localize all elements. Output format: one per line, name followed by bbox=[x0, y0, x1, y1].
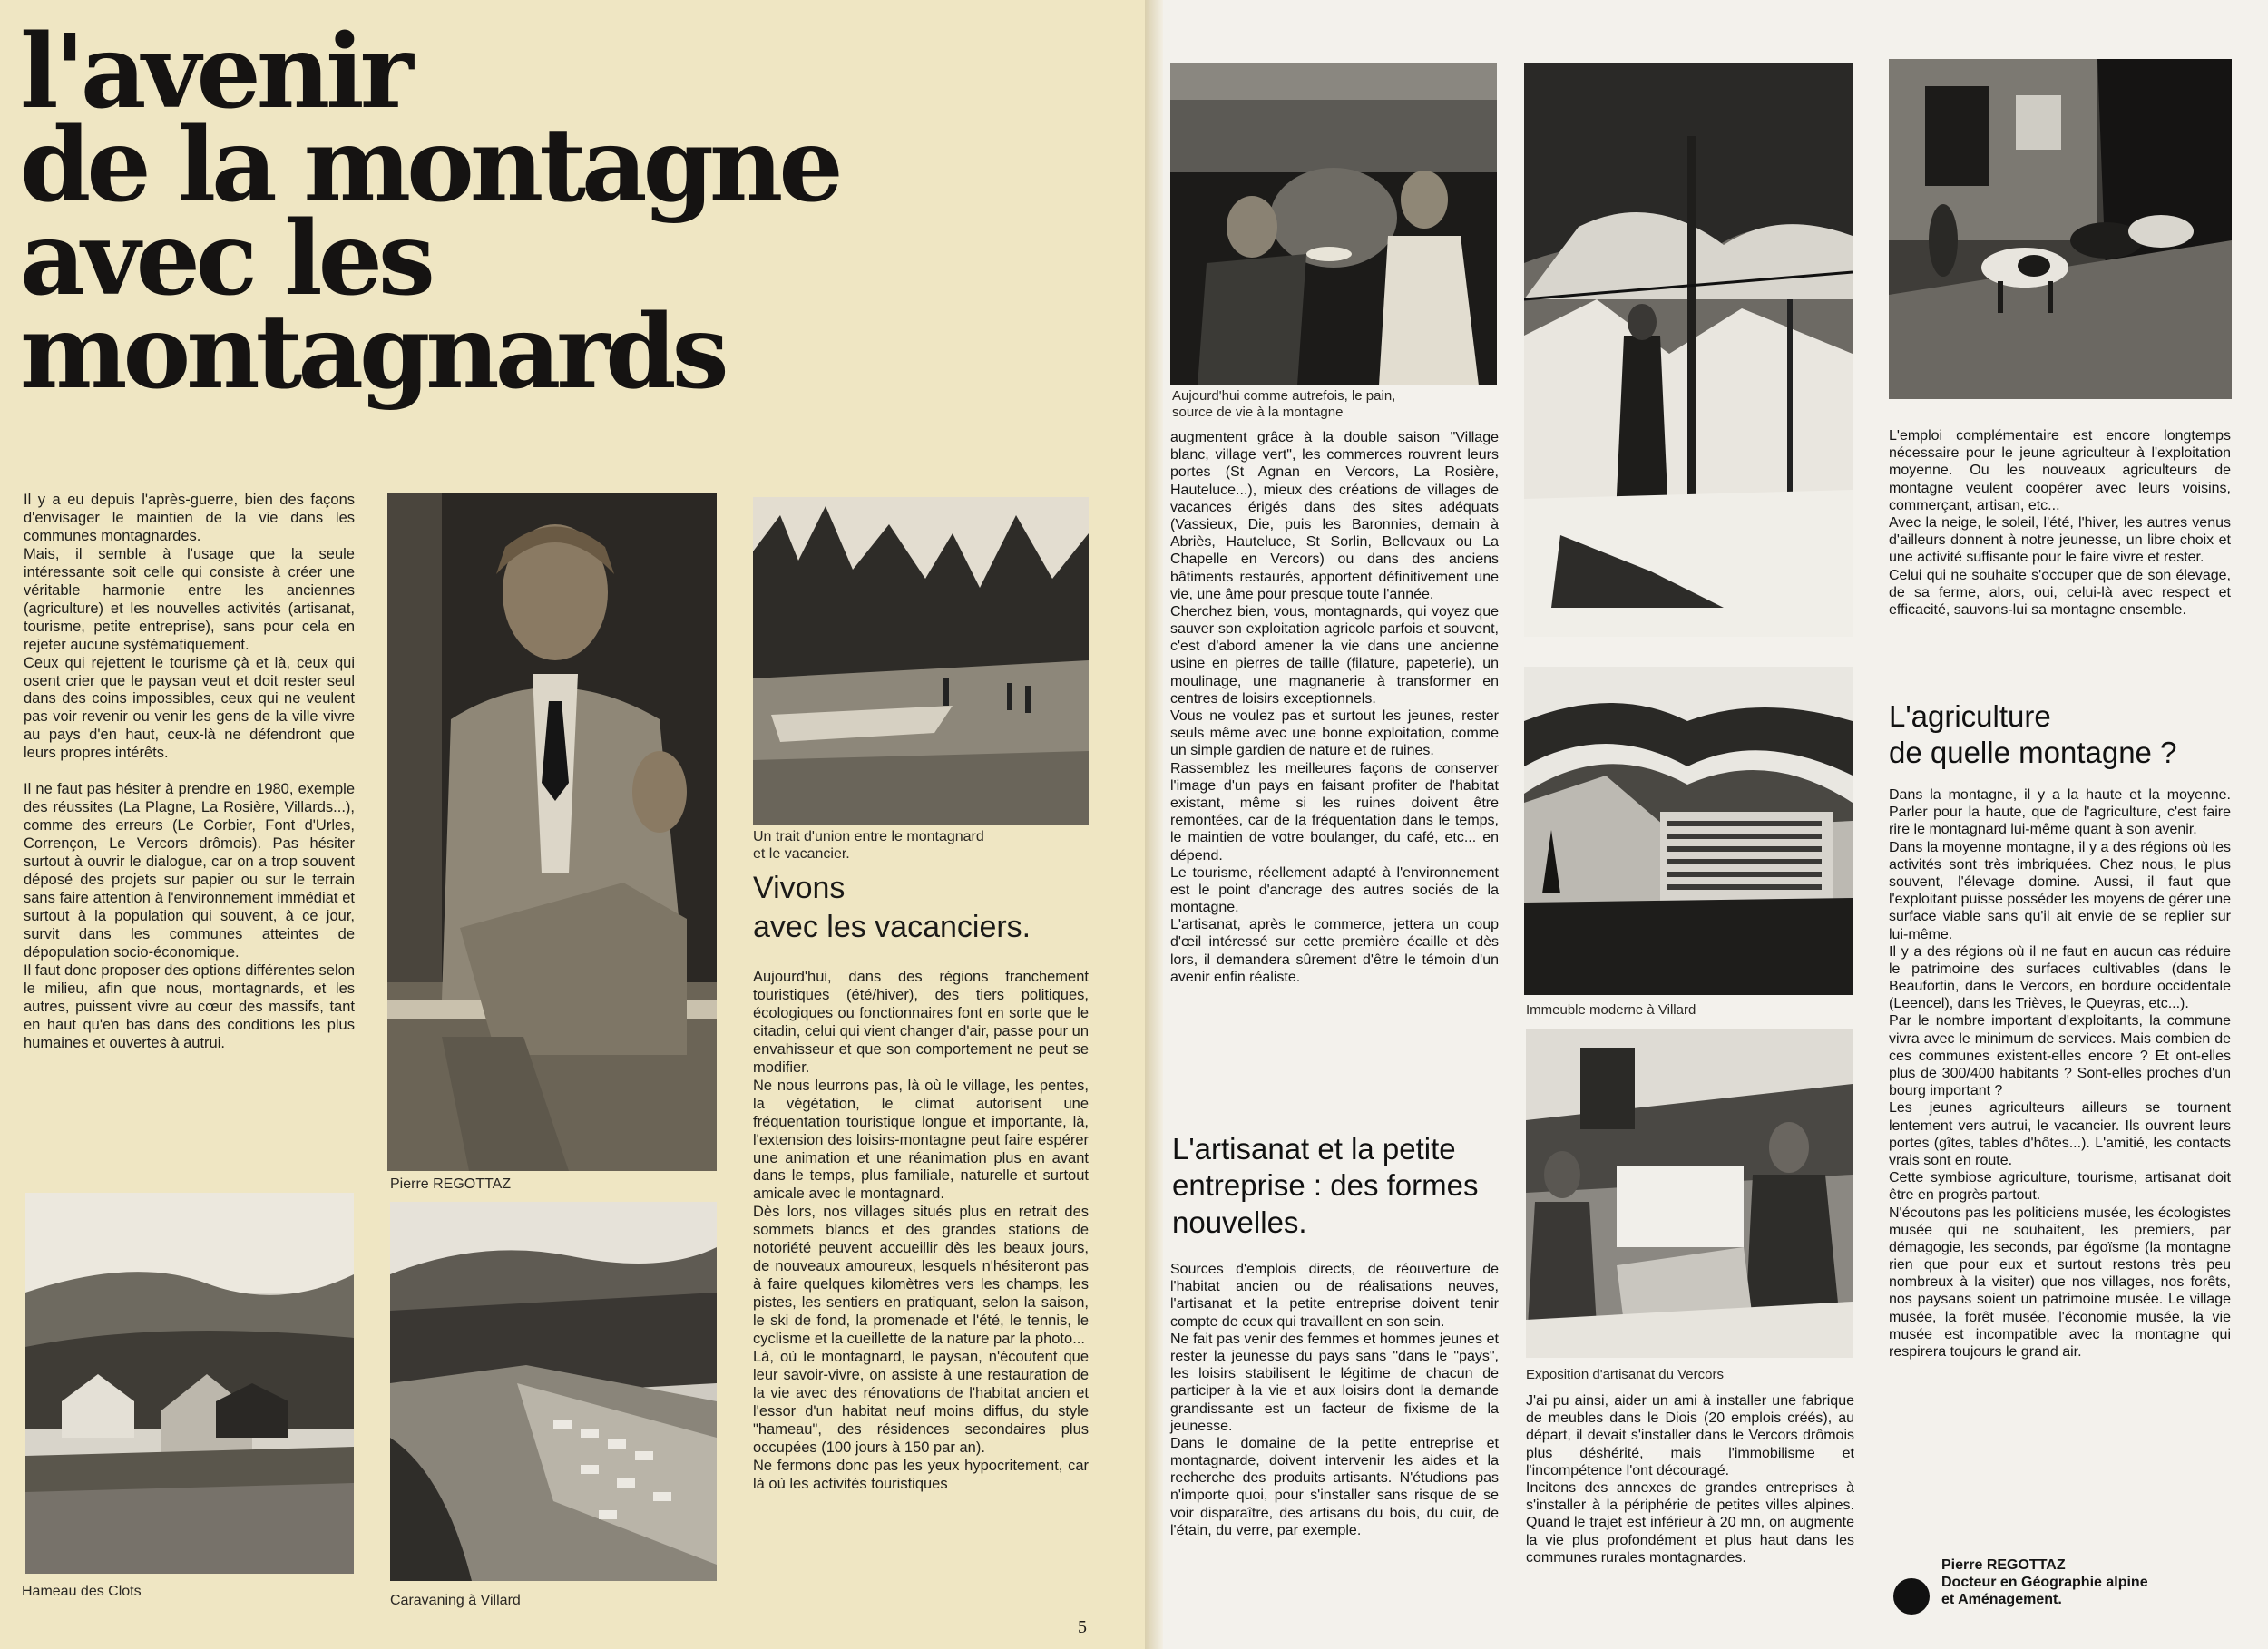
exposition-caption: Exposition d'artisanat du Vercors bbox=[1526, 1367, 1724, 1382]
page-number: 5 bbox=[1078, 1617, 1087, 1637]
cows-photo bbox=[1889, 59, 2232, 399]
immeuble-photo bbox=[1524, 667, 1853, 995]
title-line-3: avec les bbox=[20, 200, 431, 319]
article-title bbox=[20, 13, 839, 413]
bread-caption: Aujourd'hui comme autrefois, le pain, source de vie à la montagne bbox=[1172, 388, 1396, 420]
caravaning-photo bbox=[390, 1202, 717, 1581]
author-signature: Pierre REGOTTAZ Docteur en Géographie alpine et Aménagement. bbox=[1941, 1557, 2148, 1608]
title-line-2: de la montagne bbox=[20, 106, 839, 226]
agriculture-column-text: Dans la montagne, il y a la haute et la moyenne. Parler pour la haute, que de l'agriculture, c'est faire rire le montagnard lui-même quant à son avenir. Dans la moyenne montagne, il y a des régions où les activités sont très imbriquées. Chez nous, le plus souvent, l'élevage domine. Aussi, il faut que l'exploitant puisse posséder les moyens de gérer une surface viable sans qu'il ait envie de se replier sur lui-même. Il y a des régions où il ne faut en aucun cas réduire le patrimoine des surfaces cultivables (dans le Beaufortin, dans le Vercors, en bordure occidentale (Leencel), dans les Trièves, le Queyras, etc...). Par le nombre important d'exploitants, la commune vivra avec le minimum de services. Mais combien de ces communes existent-elles encore ? Et ont-elles plus de 300/400 habitants ? Sont-elles proches d'un bourg important ? Les jeunes agriculteurs ailleurs se tournent lentement vers autrui, le vacancier. Ils ouvrent leurs portes (gîtes, tables d'hôtes...). L'amitié, les contacts vrais sont en route. Cette symbiose agriculture, tourisme, artisanat doit être en progrès partout. N'écoutons pas les politiciens musée, les écologistes musée qui ne souhaitent, les premiers, par démagogie, les seconds, par égoïsme (la montagne rien que pour eux et surtout restons très peu nombreux à la visiter) que nos villages, nos forêts, nos paysans soient un patrimoine musée. Le village musée, la forêt musée, l'économie musée, la vie musée est incompatible avec la montagne qui respirera toujours le grand air. bbox=[1889, 787, 2231, 1360]
right-col3-text: L'emploi complémentaire est encore longtemps nécessaire pour le jeune agriculteur à l'exploitation moyenne. Ou les nouveaux agriculteurs de montagne veulent coopérer avec leurs voisins, commerçant, artisan, etc... Avec la neige, le soleil, l'été, l'hiver, les autres venus d'ailleurs donnent à notre jeunesse, un libre choix et une activité suffisante pour le faire vivre et rester. Celui qui ne souhaite s'occuper que de son élevage, de sa ferme, alors, oui, celui-là avec respect et efficacité, sauvons-lui sa montagne ensemble. bbox=[1889, 428, 2231, 618]
vacanciers-subhead: Vivons avec les vacanciers. bbox=[753, 871, 1031, 944]
right-page bbox=[1163, 0, 2268, 1649]
end-mark-dot bbox=[1893, 1578, 1930, 1615]
right-col2-text: J'ai pu ainsi, aider un ami à installer une fabrique de meubles dans le Diois (20 emplois créés), au départ, il devait s'installer dans le Vercors drômois plus déshérité, mais l'immobilisme et l'incompétence l'ont découragé. Incitons des annexes de grandes entreprises à s'installer à la périphérie de petites villes alpines. Quand le trajet est inférieur à 20 mn, on augmente la vie plus profondément et plus haut dans les communes rurales montagnardes. bbox=[1526, 1393, 1854, 1566]
portrait-photo bbox=[387, 493, 717, 1171]
vacanciers-column-text: Aujourd'hui, dans des régions franchement touristiques (été/hiver), des tiers politiques, écologiques ou fonctionnaires font en sorte que le citadin, celui qui vient changer d'air, passe pour un envahisseur et que son comportement ne peut se modifier. Ne nous leurrons pas, là où le village, les pentes, la végétation, le climat autorisent une fréquentation touristique longue et importante, là, l'extension des loisirs-montagne peut faire espérer une animation et une réanimation plus en avant dans le temps, plus familiale, naturelle et surtout amicale avec le montagnard. Dès lors, nos villages situés plus en retrait des sommets blancs et des grandes stations de notoriété peuvent accueillir dès les beaux jours, de nouveaux amoureux, lesquels n'hésiteront pas à faire quelques kilomètres vers les champs, les pistes, les sentiers en pratiquant, selon la saison, le ski de fond, la promenade et l'été, le tennis, le cyclisme et la cueillette de la nature par la photo... Là, où le montagnard, le paysan, n'écoutent que leur savoir-vivre, on assiste à une restauration de la vie avec des rénovations de l'habitat ancien et l'essor d'un habitat neuf moins diffus, du style "hameau", des résidences secondaires plus occupées (100 jours à 150 par an). Ne fermons donc pas les yeux hypocritement, car là où les activités touristiques bbox=[753, 969, 1089, 1492]
exposition-photo bbox=[1526, 1029, 1853, 1358]
ski-lift-photo bbox=[1524, 63, 1853, 637]
hameau-caption: Hameau des Clots bbox=[22, 1584, 142, 1599]
hameau-photo bbox=[25, 1193, 354, 1574]
bread-photo bbox=[1170, 63, 1497, 385]
agriculture-subhead: L'agriculture de quelle montagne ? bbox=[1889, 699, 2177, 770]
landscape-photo bbox=[753, 497, 1089, 825]
portrait-caption: Pierre REGOTTAZ bbox=[390, 1176, 512, 1192]
artisanat-subhead: L'artisanat et la petite entreprise : des formes nouvelles. bbox=[1172, 1132, 1479, 1239]
caravaning-caption: Caravaning à Villard bbox=[390, 1593, 521, 1608]
page-spine bbox=[1145, 0, 1163, 1649]
intro-column-text: Il y a eu depuis l'après-guerre, bien des façons d'envisager le maintien de la vie dans les communes montagnardes. Mais, il semble à l'usage que la seule intéressante soit celle qui consiste à créer une véritable harmonie entre les anciennes (agriculture) et les nouvelles activités (artisanat, tourisme, petite entreprise), sans pour cela en rejeter aucune systématiquement. Ceux qui rejettent le tourisme çà et là, ceux qui osent crier que le paysan veut et doit rester seul dans des coins impossibles, ceux qui ne veulent pas voir revenir ou venir les gens de la ville vivre au pays d'en haut, ceux-là ne défendront que leurs propres intérêts. Il ne faut pas hésiter à prendre en 1980, exemple des réussites (La Plagne, La Rosière, Villards...), comme des erreurs (Le Corbier, Font d'Urles, Corrençon, Le Vercors drômois). Pas hésiter surtout à ouvrir le dialogue, car on a trop souvent déposé des projets sur papier ou sur le terrain sans faire attention à l'environnement immédiat et surtout à la population qui souvent, à ce jour, survit dans les communes atteintes de dépopulation socio-économique. Il faut donc proposer des options différentes selon le milieu, afin que nous, montagnards, et les autres, puissent vivre au cœur des massifs, tant en haut qu'en bas dans des conditions les plus humaines et ouvertes à autrui. bbox=[24, 492, 355, 1051]
immeuble-caption: Immeuble moderne à Villard bbox=[1526, 1002, 1696, 1018]
title-line-4: montagnards bbox=[20, 293, 725, 413]
title-line-1: l'avenir bbox=[20, 13, 409, 132]
right-col1-text: augmentent grâce à la double saison "Village blanc, village vert", les commerces rouvrent leurs portes (St Agnan en Vercors, La Rosière, Hauteluce...), mieux des créations de villages de vacances érigés dans des sites adéquats (Vassieux, Die, puis les Baronnies, demain à Abriès, Hauteluce, St Sorlin, Bellevaux ou La Chapelle en Vercors) ou dans des anciens bâtiments restaurés, apportent définitivement une vie, une âme pour presque toute l'année. Cherchez bien, vous, montagnards, qui voyez que sauver son exploitation agricole parfois et souvent, c'est d'abord amener la vie dans une ancienne usine en pierres de taille (filature, papeterie), un moulinage, une magnanerie à transformer en centres de loisirs exceptionnels. Vous ne voulez pas et surtout les jeunes, rester seuls même avec une bonne exploitation, comme un simple gardien de nature et de ruines. Rassemblez les meilleures façons de conserver l'image d'un pays en faisant profiter de l'habitat existant, même si les ruines doivent être remontées, car de la fréquentation dans le temps, le maintien de votre boulanger, du café, etc... en dépend. Le tourisme, réellement adapté à l'environnement est le point d'ancrage des autres sociés de la montagne. L'artisanat, après le commerce, jettera un coup d'œil intéressé sur cette première écaille et dès lors, il demandera sûrement d'être le témoin d'un avenir enfin réaliste. bbox=[1170, 430, 1499, 985]
trait-caption: Un trait d'union entre le montagnard et le vacancier. bbox=[753, 829, 984, 863]
artisanat-column-text: Sources d'emplois directs, de réouverture de l'habitat ancien ou de réalisations neuves, l'artisanat et la petite entreprise doivent tenir compte de ceux qui travaillent en son sein. Ne fait pas venir des femmes et hommes jeunes et rester la jeunesse du pays sans "dans le "pays", les loisirs stabilisent le légitime de chacun de participer à la vie et aux loisirs dont la demande grandissante est un facteur de fixisme de la jeunesse. Dans le domaine de la petite entreprise et montagnarde, doivent intervenir les aides et la recherche des produits artisants. N'étudions pas n'importe quoi, pour s'installer sans risque de se voir disparaître, des artisans du bois, du cuir, de l'étain, du verre, par exemple. bbox=[1170, 1262, 1499, 1538]
